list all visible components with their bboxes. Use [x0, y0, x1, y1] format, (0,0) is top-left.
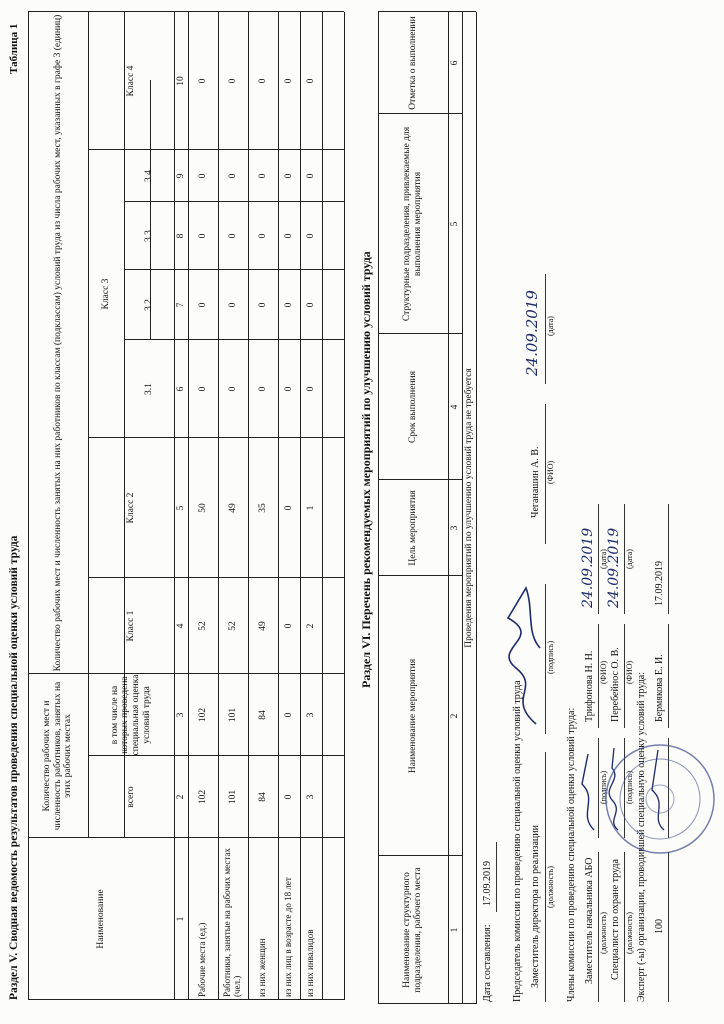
colnum: 5: [449, 221, 460, 227]
table-cell: 0: [283, 505, 294, 511]
caption: (должность): [625, 912, 634, 954]
member2-position: Специалист по охране труда: [610, 859, 621, 980]
table-cell: 0: [257, 233, 268, 239]
table-cell: 0: [257, 386, 268, 392]
table-cell: 0: [257, 302, 268, 308]
caption: (подпись): [625, 770, 634, 804]
table-cell: 101: [227, 707, 238, 723]
table-number: Таблица 1: [8, 23, 20, 74]
member1-signature: [574, 744, 600, 834]
chairman-signature: [496, 578, 548, 728]
header-class3-3: 3.3: [143, 230, 154, 242]
expert-date: 17.09.2019: [654, 561, 665, 606]
colnum: 5: [175, 505, 186, 511]
table-cell: 0: [197, 173, 208, 179]
table-cell: 2: [305, 623, 316, 629]
table-cell: 49: [257, 621, 268, 631]
colnum: 2: [449, 713, 460, 719]
table-cell: 0: [305, 233, 316, 239]
table-cell: 84: [257, 792, 268, 802]
member2-date: 24.09.2019: [606, 527, 622, 608]
date-label: Дата составления:: [482, 924, 493, 1002]
header-class3-2: 3.2: [143, 299, 154, 311]
caption: (дата): [599, 549, 608, 569]
members-heading: Члены комиссии по проведению специальной оценки условий труда:: [566, 707, 577, 1002]
chairman-date: 24.09.2019: [523, 290, 541, 376]
m-header-mark: Отметка о выполнении: [407, 16, 418, 110]
table-cell: 52: [227, 621, 238, 631]
table-cell: 0: [227, 173, 238, 179]
table-cell: 0: [227, 78, 238, 84]
caption: (дата): [625, 549, 634, 569]
organization-stamp: [600, 734, 720, 864]
header-class4: Класс 4: [125, 65, 136, 97]
caption: (дата): [546, 316, 555, 336]
caption: (ФИО): [546, 460, 555, 484]
header-total: всего: [125, 786, 136, 808]
member2-fio: Перебейнос О. В.: [610, 647, 621, 722]
measures-note: Проведения мероприятий по улучшению условий труда не требуется: [463, 368, 474, 648]
table-cell: 0: [283, 173, 294, 179]
table-cell: 0: [283, 78, 294, 84]
table-cell: 52: [197, 621, 208, 631]
header-name: Наименование: [95, 889, 106, 949]
table-cell: 0: [283, 623, 294, 629]
colnum: 3: [449, 525, 460, 531]
colnum: 9: [175, 173, 186, 179]
table-cell: 35: [257, 503, 268, 513]
table-cell: 102: [197, 707, 208, 723]
table-cell: 0: [257, 173, 268, 179]
colnum: 6: [175, 386, 186, 392]
table-cell: 0: [305, 173, 316, 179]
chairman-heading: Председатель комиссии по проведению специальной оценки условий труда: [512, 680, 523, 1002]
table-cell: 0: [227, 302, 238, 308]
member1-position: Заместитель начальника АБО: [584, 857, 595, 984]
section-v-title: Раздел V. Сводная ведомость результатов проведения специальной оценки условий труда: [8, 535, 20, 1000]
table-cell: 0: [197, 78, 208, 84]
table-cell: 84: [257, 710, 268, 720]
header-class1: Класс 1: [125, 610, 136, 642]
member1-date: 24.09.2019: [580, 527, 596, 608]
table-cell: 0: [283, 386, 294, 392]
colnum: 2: [175, 794, 186, 800]
colnum: 10: [175, 76, 186, 86]
expert-number: 100: [654, 919, 665, 934]
colnum: 8: [175, 233, 186, 239]
date-value: 17.09.2019: [482, 861, 493, 906]
m-header-unit: Наименование структурного подразделения, рабочего места: [402, 867, 423, 993]
header-class3-1: 3.1: [143, 383, 154, 395]
caption: (ФИО): [625, 660, 634, 684]
caption: (должность): [599, 912, 608, 954]
table-cell: 0: [283, 794, 294, 800]
colnum: 4: [449, 404, 460, 410]
header-assessed: в том числе на которых проведена специальная оценка условий труда: [109, 674, 152, 756]
colnum: 1: [175, 916, 186, 922]
row-name: Рабочие места (ед.): [197, 922, 208, 997]
table-cell: 0: [283, 712, 294, 718]
table-cell: 3: [305, 712, 316, 718]
colnum: 4: [175, 623, 186, 629]
m-header-goal: Цель мероприятия: [407, 490, 418, 566]
caption: (подпись): [599, 770, 608, 804]
colnum: 7: [175, 302, 186, 308]
section-vi-title: Раздел VI. Перечень рекомендуемых мероприятий по улучшению условий труда: [359, 251, 373, 688]
table-cell: 0: [305, 386, 316, 392]
header-class3-4: 3.4: [143, 170, 154, 182]
table-cell: 0: [283, 302, 294, 308]
table-cell: 0: [197, 302, 208, 308]
table-cell: 50: [197, 503, 208, 513]
table-cell: 102: [197, 789, 208, 805]
row-name: из них инвалидов: [305, 929, 316, 997]
table-cell: 0: [257, 78, 268, 84]
header-class2: Класс 2: [125, 492, 136, 524]
chairman-fio: Чеганашин А. В.: [530, 446, 541, 518]
row-name: из них лиц в возрасте до 18 лет: [283, 877, 294, 997]
colnum: 6: [449, 60, 460, 66]
table-cell: 101: [227, 789, 238, 805]
table-cell: 3: [305, 794, 316, 800]
table-cell: 0: [227, 233, 238, 239]
colnum: 3: [175, 712, 186, 718]
expert-fio: Бермякова Е. И.: [654, 654, 665, 722]
header-classes: Количество рабочих мест и численность занятых на них работников по классам (подклассам) условий труда из числа рабочих мест, указанных в графе 3 (единиц): [52, 14, 63, 672]
m-header-term: Срок выполнения: [407, 371, 418, 443]
m-header-name: Наименование мероприятия: [407, 658, 418, 774]
row-name: из них женщин: [257, 938, 268, 997]
chairman-position: Заместитель директора по реализации: [530, 825, 541, 988]
table-cell: 0: [227, 386, 238, 392]
header-count: Количество рабочих мест и численность работников, занятых на этих рабочих местах: [42, 681, 74, 831]
expert-heading: Эксперт (-ы) организации, проводившей специальную оценку условий труда:: [636, 671, 647, 1002]
m-header-units: Структурные подразделения, привлекаемые для выполнения мероприятия: [402, 126, 423, 322]
table-cell: 1: [305, 505, 316, 511]
table-cell: 0: [283, 233, 294, 239]
table-cell: 0: [305, 302, 316, 308]
caption: (должность): [546, 866, 555, 908]
table-cell: 49: [227, 503, 238, 513]
table-cell: 0: [197, 233, 208, 239]
row-name: Работники, занятые на рабочих местах (чел.): [222, 848, 242, 997]
table-cell: 0: [305, 78, 316, 84]
member1-fio: Трифонова Н. Н.: [584, 650, 595, 722]
caption: (подпись): [546, 640, 555, 674]
table-cell: 0: [197, 386, 208, 392]
header-class3: Класс 3: [100, 278, 111, 310]
colnum: 1: [449, 927, 460, 933]
caption: (ФИО): [599, 660, 608, 684]
